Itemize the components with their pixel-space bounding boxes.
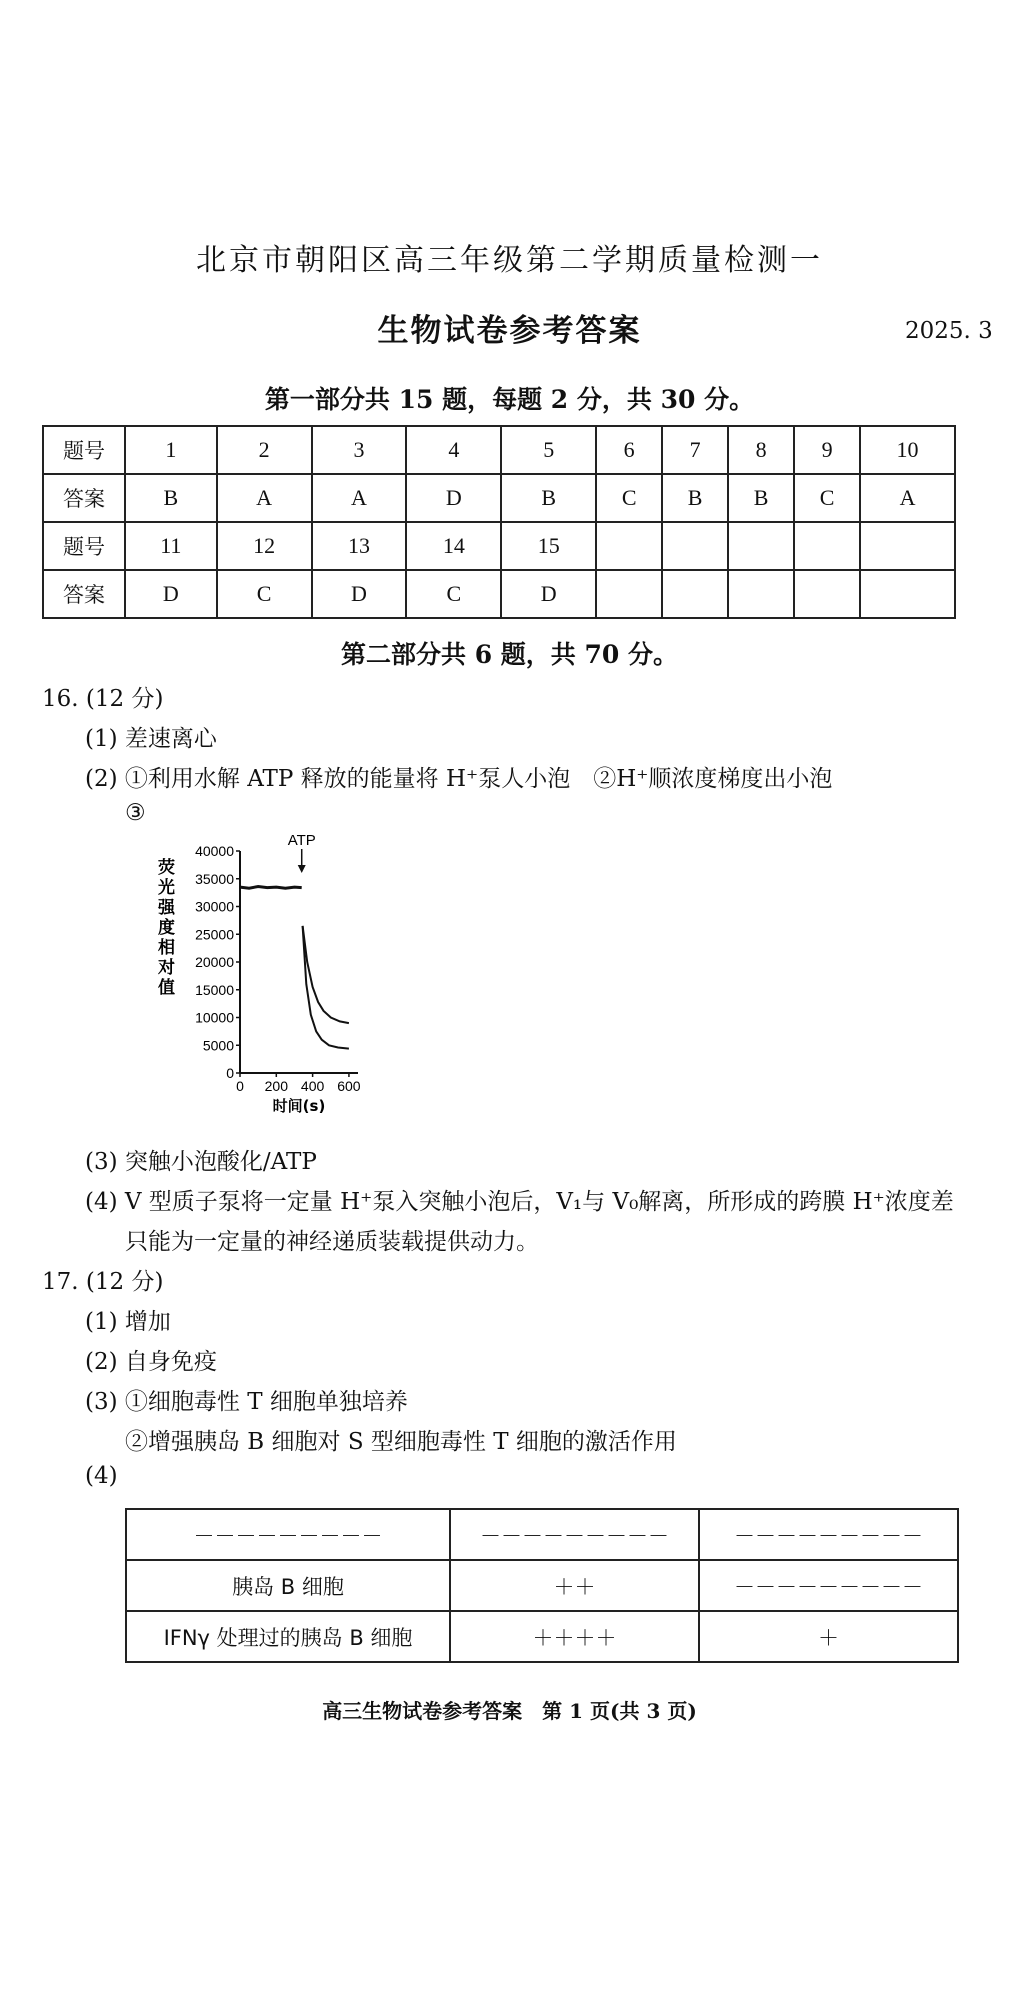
y-axis-label: 荧光强度相对值 <box>158 858 175 998</box>
q17-answer-4: (4) <box>85 1463 118 1489</box>
y-tick-label: 35000 <box>195 870 234 887</box>
empty-cell <box>728 570 794 618</box>
part2-heading: 第二部分共 6 题，共 70 分。 <box>340 640 678 669</box>
question-number: 13 <box>312 522 407 570</box>
answer-key-title: 生物试卷参考答案 <box>377 313 642 349</box>
y-tick-label: 30000 <box>195 898 234 915</box>
answer-cell: C <box>596 474 662 522</box>
q17-answer-3-2: ②增强胰岛 B 细胞对 S 型细胞毒性 T 细胞的激活作用 <box>125 1429 677 1455</box>
x-tick-label: 400 <box>300 1078 325 1094</box>
x-axis-label: 时间(s) <box>272 1097 326 1115</box>
page-footer: 高三生物试卷参考答案 第 1 页(共 3 页) <box>322 1699 697 1723</box>
answer-cell: B <box>125 474 217 522</box>
part1-heading: 第一部分共 15 题，每题 2 分，共 30 分。 <box>264 385 755 414</box>
q17-answer-2: (2) 自身免疫 <box>85 1349 217 1375</box>
table-cell: 胰岛 B 细胞 <box>126 1560 450 1611</box>
answer-cell: A <box>860 474 955 522</box>
answer-cell: A <box>312 474 407 522</box>
answer-cell: C <box>794 474 860 522</box>
answer-cell: B <box>662 474 728 522</box>
y-tick-label: 40000 <box>195 843 234 859</box>
q16-answer-4-line2: 只能为一定量的神经递质装载提供动力。 <box>125 1229 539 1255</box>
x-tick-label: 600 <box>337 1078 361 1094</box>
exam-date: 2025. 3 <box>905 318 993 344</box>
answer-cell: D <box>501 570 596 618</box>
x-tick-label: 200 <box>264 1078 288 1094</box>
question-number: 1 <box>125 426 217 474</box>
exam-title: 北京市朝阳区高三年级第二学期质量检测一 <box>196 243 823 278</box>
table-cell: －－－－－－－－－ <box>450 1509 699 1560</box>
question-number: 3 <box>312 426 407 474</box>
answer-cell: B <box>728 474 794 522</box>
question-number: 11 <box>125 522 217 570</box>
q17-heading: 17. (12 分) <box>42 1269 164 1295</box>
question-number: 7 <box>662 426 728 474</box>
answer-cell: D <box>312 570 407 618</box>
question-number: 4 <box>406 426 501 474</box>
question-row-2 <box>43 522 955 570</box>
question-number: 14 <box>406 522 501 570</box>
question-label: 题号 <box>43 426 125 474</box>
q17-answer-3-1: (3) ①细胞毒性 T 细胞单独培养 <box>85 1389 408 1415</box>
empty-cell <box>794 522 860 570</box>
question-number: 5 <box>501 426 596 474</box>
empty-cell <box>860 570 955 618</box>
atp-annotation: ATP <box>287 833 316 849</box>
table-cell: ＋ <box>699 1611 958 1662</box>
q16-answer-3: (3) 突触小泡酸化/ATP <box>85 1149 317 1175</box>
question-number: 9 <box>794 426 860 474</box>
empty-cell <box>596 570 662 618</box>
answer-cell: B <box>501 474 596 522</box>
q16-answer-2-3: ③ <box>125 800 146 826</box>
y-tick-label: 15000 <box>195 981 234 998</box>
answer-label: 答案 <box>43 474 125 522</box>
question-label: 题号 <box>43 522 125 570</box>
q16-answer-1: (1) 差速离心 <box>85 726 217 752</box>
arrowhead-icon <box>298 865 306 873</box>
question-number: 2 <box>217 426 312 474</box>
question-number: 6 <box>596 426 662 474</box>
y-tick-label: 20000 <box>195 954 234 970</box>
empty-cell <box>794 570 860 618</box>
empty-cell <box>596 522 662 570</box>
answer-cell: C <box>217 570 312 618</box>
answer-row-1 <box>43 474 955 522</box>
table-cell: ＋＋＋＋ <box>450 1611 699 1662</box>
answer-table <box>42 425 956 619</box>
question-number: 15 <box>501 522 596 570</box>
answer-cell: A <box>217 474 312 522</box>
y-tick-label: 5000 <box>202 1037 234 1054</box>
q16-answer-2: (2) ①利用水解 ATP 释放的能量将 H⁺泵人小泡 ②H⁺顺浓度梯度出小泡 <box>85 766 833 792</box>
empty-cell <box>728 522 794 570</box>
series-line <box>240 887 302 889</box>
question-number: 8 <box>728 426 794 474</box>
y-tick-label: 0 <box>226 1065 234 1081</box>
answer-row-2 <box>43 570 955 618</box>
q16-heading: 16. (12 分) <box>42 686 164 712</box>
y-tick-label: 25000 <box>195 926 234 943</box>
table-cell: －－－－－－－－－ <box>126 1509 450 1560</box>
answer-cell: D <box>406 474 501 522</box>
q17-result-table <box>125 1508 959 1663</box>
empty-cell <box>662 522 728 570</box>
series-line <box>303 926 349 1049</box>
q16-answer-4-line1: (4) V 型质子泵将一定量 H⁺泵入突触小泡后，V₁与 V₀解离，所形成的跨膜 H⁺浓度差 <box>85 1189 954 1215</box>
table-row <box>126 1560 958 1611</box>
question-number: 10 <box>860 426 955 474</box>
answer-label: 答案 <box>43 570 125 618</box>
answer-cell: C <box>406 570 501 618</box>
table-cell: ＋＋ <box>450 1560 699 1611</box>
table-cell: IFNγ 处理过的胰岛 B 细胞 <box>126 1611 450 1662</box>
y-tick-label: 10000 <box>195 1009 234 1026</box>
empty-cell <box>860 522 955 570</box>
table-row <box>126 1611 958 1662</box>
q17-answer-1: (1) 增加 <box>85 1309 171 1335</box>
table-cell: －－－－－－－－－ <box>699 1560 958 1611</box>
table-row <box>126 1509 958 1560</box>
fluorescence-chart <box>140 833 380 1128</box>
x-tick-label: 0 <box>236 1078 244 1094</box>
question-row-1 <box>43 426 955 474</box>
empty-cell <box>662 570 728 618</box>
table-cell: －－－－－－－－－ <box>699 1509 958 1560</box>
answer-cell: D <box>125 570 217 618</box>
question-number: 12 <box>217 522 312 570</box>
